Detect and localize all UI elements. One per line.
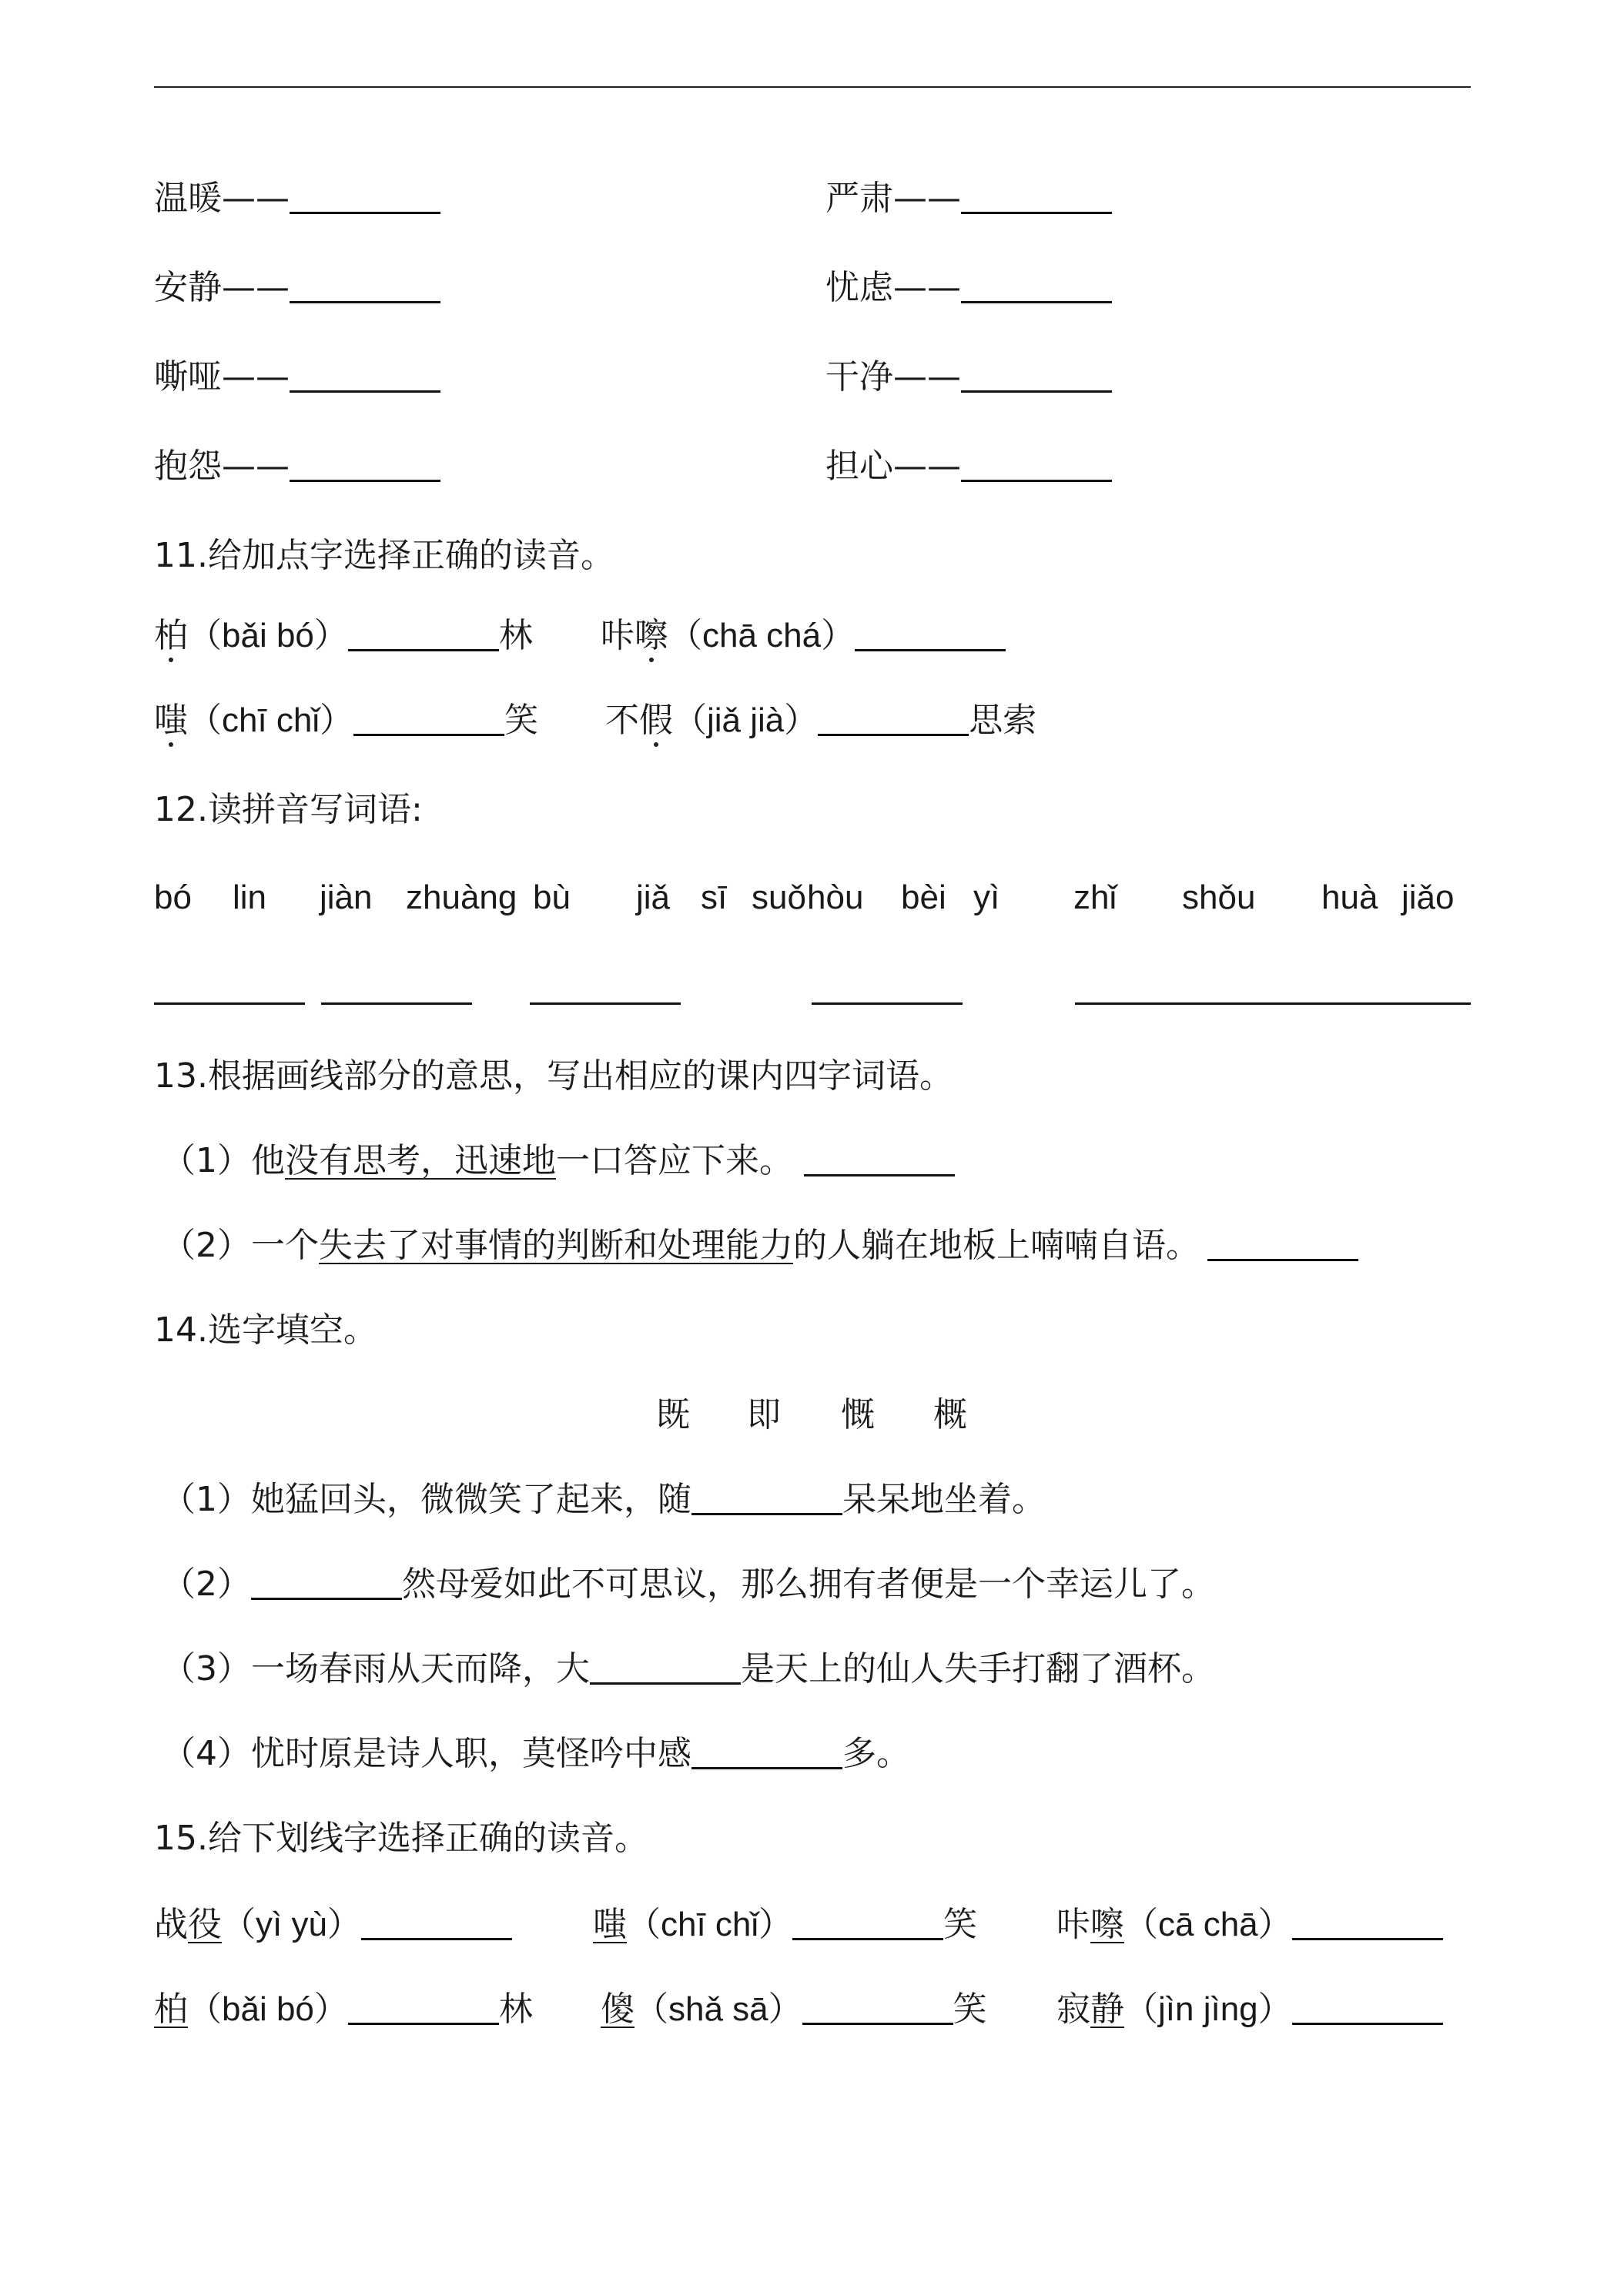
prefix-text: 咔 [601,616,635,655]
pinyin-syllable: jiàn [320,879,373,916]
sentence-text: （2） [162,1565,251,1604]
answer-blank[interactable] [590,1682,741,1685]
option-char: 概 [933,1395,967,1434]
pinyin-options: （bǎi bó） [188,617,348,654]
suffix-text: 笑 [953,1990,987,2029]
underlined-phrase: 失去了对事情的判断和处理能力 [319,1226,793,1265]
answer-blank[interactable] [290,390,440,393]
question-12-title: 12.读拼音写词语: [154,790,423,829]
pinyin-options: （shǎ sā） [635,1990,802,2028]
word-prompt: 抱怨—— [154,447,290,486]
question-11-title: 11.给加点字选择正确的读音。 [154,536,614,575]
question-14-title: 14.选字填空。 [154,1310,377,1350]
sentence-text: 是天上的仙人失手打翻了酒杯。 [741,1649,1215,1689]
pinyin-options: （jiǎ jià） [673,701,819,739]
word-pair-5 [154,357,440,397]
pinyin-options: （yì yù） [222,1906,361,1943]
pinyin-syllable: bù [533,879,571,916]
pinyin-options: （chī chǐ） [627,1906,793,1943]
pinyin-syllable: huà [1321,879,1378,916]
sentence-text: 一口答应下来。 [556,1141,793,1180]
sentence-text: （4）忧时原是诗人职，莫怪吟中感 [162,1734,691,1773]
q15-item-2 [593,1905,978,1944]
sentence-text: 多。 [842,1734,910,1773]
pinyin-options: （jìn jìng） [1124,1990,1292,2028]
underlined-char: 静 [1090,1990,1124,2029]
prefix-text: 不 [605,701,639,740]
suffix-text: 思索 [969,701,1037,740]
q15-item-3 [1056,1905,1443,1944]
pinyin-syllable: shǒu [1182,879,1256,916]
q14-sentence-4 [162,1734,910,1773]
q15-item-4 [154,1990,533,2029]
answer-blank[interactable] [818,733,969,736]
dotted-char: 嚓 [635,616,668,655]
prefix-text: 咔 [1056,1905,1090,1944]
answer-blank[interactable] [290,479,440,482]
word-prompt: 担心—— [825,447,961,486]
prefix-text: 寂 [1056,1990,1090,2029]
prefix-text: 战 [154,1905,188,1944]
suffix-text: 林 [498,616,533,655]
suffix-text: 笑 [504,701,539,740]
answer-blank[interactable] [961,300,1112,303]
pinyin-syllable: zhuàng [406,879,517,916]
q14-sentence-2 [162,1565,1215,1604]
answer-blank[interactable] [961,390,1112,393]
answer-blank[interactable] [1075,1002,1471,1005]
answer-blank[interactable] [855,648,1006,651]
answer-blank[interactable] [353,733,504,736]
pinyin-syllable: bèi [901,879,946,916]
suffix-text: 笑 [943,1905,978,1944]
pinyin-syllable: lin [233,879,267,916]
q11-item-2 [601,616,1006,655]
word-prompt: 嘶哑—— [154,357,290,397]
answer-blank[interactable] [290,211,440,214]
answer-blank[interactable] [361,1937,512,1940]
word-pair-7 [154,447,440,486]
dotted-char: 嗤 [154,701,188,740]
q13-sentence-2 [162,1226,1358,1265]
pinyin-syllable: sī [701,879,728,916]
word-prompt: 干净—— [825,357,961,397]
pinyin-syllable: yì [973,879,1000,916]
question-13-title: 13.根据画线部分的意思，写出相应的课内四字词语。 [154,1056,953,1096]
q15-item-6 [1056,1990,1443,2029]
answer-blank[interactable] [348,2022,499,2025]
underlined-char: 嗤 [593,1905,627,1944]
question-15-title: 15.给下划线字选择正确的读音。 [154,1819,648,1858]
answer-blank[interactable] [691,1512,842,1515]
q14-sentence-1 [162,1480,1046,1519]
answer-blank[interactable] [1292,2022,1443,2025]
answer-blank[interactable] [1292,1937,1443,1940]
answer-blank[interactable] [802,2022,953,2025]
answer-blank[interactable] [792,1937,943,1940]
sentence-text: （1）他 [162,1141,285,1180]
q11-item-3 [154,701,539,740]
underlined-char: 傻 [601,1990,635,2029]
sentence-text: 的人躺在地板上喃喃自语。 [793,1226,1200,1265]
word-pair-3 [154,268,440,307]
dotted-char: 假 [639,701,673,740]
word-prompt: 忧虑—— [825,268,961,307]
option-char: 既 [656,1395,690,1434]
answer-blank[interactable] [804,1173,955,1176]
dotted-char: 柏 [154,616,188,655]
option-char: 慨 [841,1395,875,1434]
answer-blank[interactable] [812,1002,963,1005]
answer-blank[interactable] [691,1766,842,1769]
answer-blank[interactable] [251,1597,402,1600]
pinyin-syllable: hòu [807,879,864,916]
underlined-char: 役 [188,1905,222,1944]
pinyin-syllable: suǒ [752,879,806,916]
word-prompt: 严肃—— [825,179,961,218]
answer-blank[interactable] [961,479,1112,482]
sentence-text: 然母爱如此不可思议，那么拥有者便是一个幸运儿了。 [402,1565,1215,1604]
q15-item-1 [154,1905,512,1944]
sentence-text: （2）一个 [162,1226,319,1265]
sentence-text: 呆呆地坐着。 [842,1480,1046,1519]
answer-blank[interactable] [961,211,1112,214]
pinyin-options: （cā chā） [1124,1906,1292,1943]
q15-item-5 [601,1990,987,2029]
q14-sentence-3 [162,1649,1215,1689]
pinyin-options: （chā chá） [668,617,856,654]
word-pair-2 [825,179,1112,218]
answer-blank[interactable] [321,1002,472,1005]
pinyin-options: （chī chǐ） [188,701,354,739]
word-pair-6 [825,357,1112,397]
answer-blank[interactable] [348,648,499,651]
pinyin-options: （bǎi bó） [188,1990,348,2028]
pinyin-syllable: jiǎ [636,879,671,916]
q11-item-1 [154,616,533,655]
pinyin-syllable: zhǐ [1073,879,1117,916]
pinyin-syllable: jiǎo [1401,879,1455,916]
answer-blank[interactable] [1207,1258,1358,1261]
answer-blank[interactable] [530,1002,681,1005]
word-pair-1 [154,179,440,218]
answer-blank[interactable] [290,300,440,303]
underlined-char: 嚓 [1090,1905,1124,1944]
sentence-text: （3）一场春雨从天而降，大 [162,1649,590,1689]
word-prompt: 温暖—— [154,179,290,218]
suffix-text: 林 [498,1990,533,2029]
sentence-text: （1）她猛回头，微微笑了起来，随 [162,1480,691,1519]
word-pair-4 [825,268,1112,307]
pinyin-syllable: bó [154,879,192,916]
q11-item-4 [605,701,1037,740]
option-char: 即 [747,1395,781,1434]
underlined-char: 柏 [154,1990,188,2029]
q13-sentence-1 [162,1141,955,1180]
word-prompt: 安静—— [154,268,290,307]
underlined-phrase: 没有思考，迅速地 [285,1141,556,1180]
word-pair-8 [825,447,1112,486]
answer-blank[interactable] [154,1002,305,1005]
header-rule [154,86,1471,88]
